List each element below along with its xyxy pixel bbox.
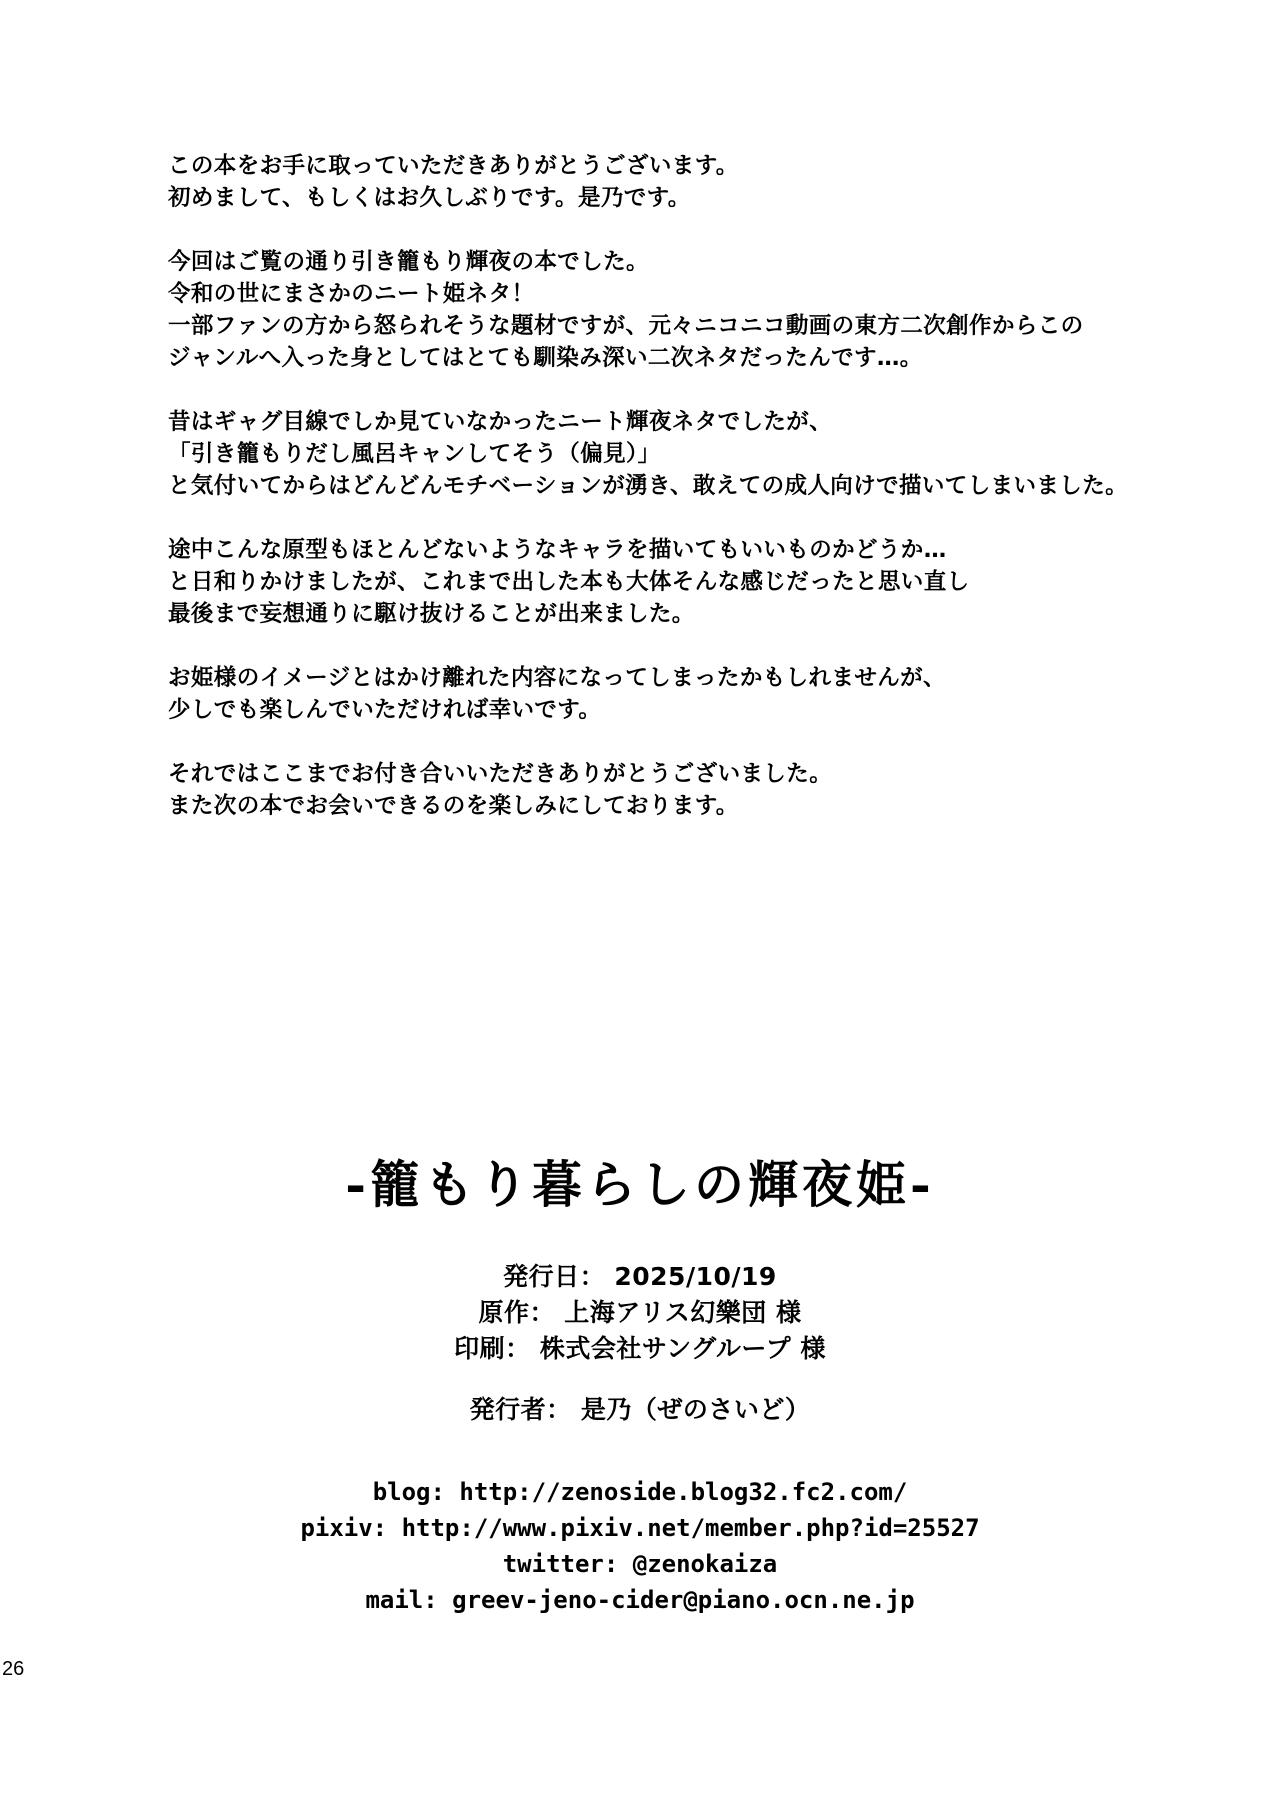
afterword-paragraph-topic: [168, 246, 1248, 374]
contact-list: [0, 1474, 1280, 1618]
printing-company: 印刷： 株式会社サングループ 様: [454, 1334, 826, 1363]
afterword-paragraph-motivation: [168, 406, 1248, 502]
colophon: [0, 1259, 1280, 1367]
blog-link: blog: http://zenoside.blog32.fc2.com/: [372, 1478, 908, 1506]
afterword-paragraph-process: [168, 534, 1248, 630]
mail-address: mail: greev-jeno-cider@piano.ocn.ne.jp: [365, 1586, 915, 1614]
afterword-line: また次の本でお会いできるのを楽しみにしております。: [168, 793, 739, 819]
afterword-line: 一部ファンの方から怒られそうな題材ですが、元々ニコニコ動画の東方二次創作からこの: [168, 313, 1084, 339]
afterword-line: お姫様のイメージとはかけ離れた内容になってしまったかもしれませんが、: [168, 665, 946, 691]
afterword-line: 今回はご覧の通り引き籠もり輝夜の本でした。: [168, 249, 649, 275]
afterword-paragraph-closing: [168, 758, 1248, 822]
afterword-paragraph-hope: [168, 662, 1248, 726]
afterword-line: 最後まで妄想通りに駆け抜けることが出来ました。: [168, 601, 695, 627]
book-title: -籠もり暮らしの輝夜姫-: [345, 1155, 935, 1214]
publisher: 発行者： 是乃（ぜのさいど）: [469, 1395, 811, 1424]
afterword-line: 昔はギャグ目線でしか見ていなかったニート輝夜ネタでしたが、: [168, 409, 833, 435]
afterword-line: 「引き籠もりだし風呂キャンしてそう（偏見）」: [168, 441, 661, 467]
afterword-text: [168, 150, 1248, 854]
twitter-handle: twitter: @zenokaiza: [502, 1550, 778, 1578]
afterword-line: ジャンルへ入った身としてはとても馴染み深い二次ネタだったんです…。: [168, 345, 923, 371]
afterword-line: 初めまして、もしくはお久しぶりです。是乃です。: [168, 185, 691, 211]
page-number: 26: [2, 1658, 25, 1680]
issue-date: 発行日： 2025/10/19: [503, 1262, 777, 1291]
afterword-line: と日和りかけましたが、これまで出した本も大体そんな感じだったと思い直し: [168, 569, 970, 595]
pixiv-link: pixiv: http://www.pixiv.net/member.php?id=25527: [300, 1514, 980, 1542]
afterword-line: 少しでも楽しんでいただければ幸いです。: [168, 697, 602, 723]
afterword-line: 途中こんな原型もほとんどないようなキャラを描いてもいいものかどうか…: [168, 537, 947, 563]
original-work: 原作： 上海アリス幻樂団 様: [478, 1298, 802, 1327]
afterword-line: それではここまでお付き合いいただきありがとうございました。: [168, 761, 833, 787]
afterword-paragraph-greeting: [168, 150, 1248, 214]
afterword-line: と気付いてからはどんどんモチベーションが湧き、敢えての成人向けで描いてしまいました。: [168, 473, 1129, 499]
afterword-line: 令和の世にまさかのニート姫ネタ！: [168, 281, 535, 307]
afterword-line: この本をお手に取っていただきありがとうございます。: [168, 153, 739, 179]
